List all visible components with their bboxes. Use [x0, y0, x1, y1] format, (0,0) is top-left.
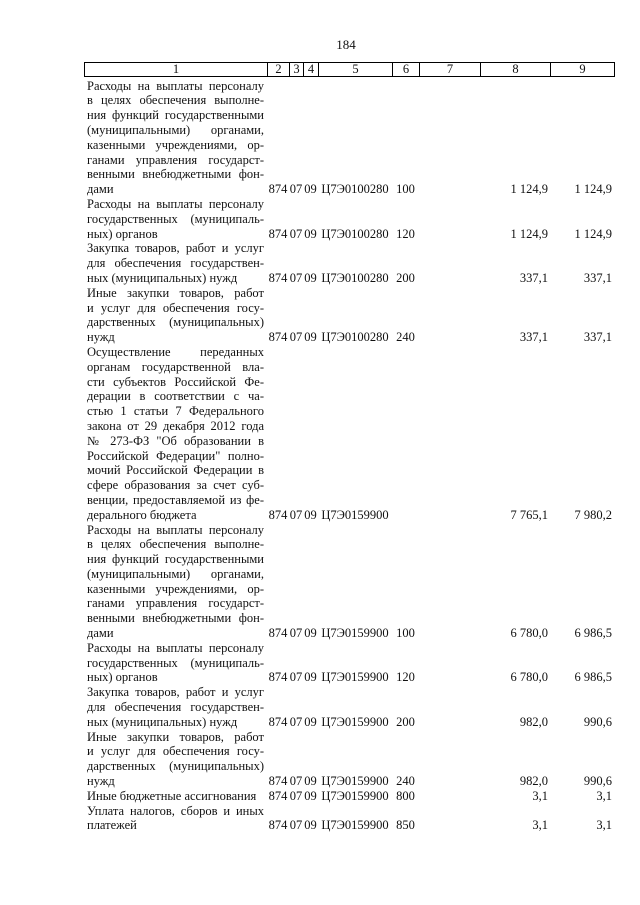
table-row-line	[84, 389, 614, 404]
section-code: 07	[289, 818, 303, 833]
amount-column-8: 337,1	[519, 330, 548, 345]
table-row-line	[84, 434, 614, 449]
target-article-code: Ц7Э0159900	[321, 626, 389, 641]
table-row-line	[84, 360, 614, 375]
target-article-code: Ц7Э0159900	[321, 507, 389, 522]
column-header-8: 8	[481, 63, 551, 76]
section-code: 07	[289, 226, 303, 241]
row-description-line: Расходы на выплаты персоналу	[87, 640, 264, 655]
row-description-line: в целях обеспечения выполне-	[87, 537, 264, 552]
section-code: 07	[289, 507, 303, 522]
expense-type-code: 120	[396, 226, 415, 241]
table-row-line	[84, 818, 614, 833]
subsection-code: 09	[304, 670, 317, 685]
row-description-line: Уплата налогов, сборов и иных	[87, 803, 264, 818]
table-row-line	[84, 123, 614, 138]
table-row	[84, 197, 614, 241]
expense-type-code: 850	[396, 818, 415, 833]
section-code: 07	[289, 788, 303, 803]
table-row-line	[84, 567, 614, 582]
column-7-cell	[419, 182, 480, 197]
section-code: 07	[289, 270, 303, 285]
expense-type-code	[392, 508, 419, 523]
table-row-line	[84, 79, 614, 94]
row-description-line: нужд	[87, 774, 115, 789]
row-description-line: сти субъектов Российской Фе-	[87, 374, 264, 389]
row-description-line: ных) органов	[87, 670, 158, 685]
table-row-line	[84, 641, 614, 656]
table-row-line	[84, 626, 614, 641]
ministry-code: 874	[268, 714, 288, 729]
section-code: 07	[289, 774, 303, 789]
column-7-cell	[419, 774, 480, 789]
target-article-code: Ц7Э0100280	[321, 270, 389, 285]
table-row-line	[84, 759, 614, 774]
subsection-code: 09	[304, 626, 317, 641]
ministry-code: 874	[268, 818, 288, 833]
amount-column-9: 6 986,5	[574, 626, 612, 641]
table-row-line	[84, 744, 614, 759]
expense-type-code: 240	[396, 330, 415, 345]
column-header-5: 5	[319, 63, 393, 76]
subsection-code: 09	[304, 226, 317, 241]
table-header	[84, 62, 615, 77]
row-description-line: казенными учреждениями, ор-	[87, 581, 264, 596]
column-header-6: 6	[393, 63, 420, 76]
row-description-line: казенными учреждениями, ор-	[87, 137, 264, 152]
table-row-line	[84, 345, 614, 360]
section-code: 07	[289, 714, 303, 729]
column-7-cell	[419, 330, 480, 345]
table-row-line	[84, 774, 614, 789]
table-row	[84, 523, 614, 641]
row-description-line: в целях обеспечения выполне-	[87, 93, 264, 108]
table-row-line	[84, 730, 614, 745]
ministry-code: 874	[268, 788, 288, 803]
amount-column-8: 6 780,0	[510, 670, 548, 685]
table-row-line	[84, 596, 614, 611]
table-row-line	[84, 241, 614, 256]
target-article-code: Ц7Э0159900	[321, 714, 389, 729]
table-row-line	[84, 656, 614, 671]
row-description-line: Осуществление переданных	[87, 344, 264, 359]
ministry-code: 874	[268, 626, 288, 641]
subsection-code: 09	[304, 182, 317, 197]
row-description-line: дерального бюджета	[87, 507, 197, 522]
ministry-code: 874	[268, 330, 288, 345]
table-row	[84, 345, 614, 523]
ministry-code: 874	[268, 182, 288, 197]
target-article-code: Ц7Э0159900	[321, 670, 389, 685]
row-description-line: ных (муниципальных) нужд	[87, 270, 238, 285]
table-row-line	[84, 315, 614, 330]
table-row	[84, 804, 614, 834]
table-row-line	[84, 478, 614, 493]
amount-column-8: 6 780,0	[510, 626, 548, 641]
column-header-2: 2	[268, 63, 290, 76]
table-row-line	[84, 330, 614, 345]
section-code: 07	[289, 182, 303, 197]
column-7-cell	[419, 626, 480, 641]
table-row-line	[84, 804, 614, 819]
expense-type-code: 120	[396, 670, 415, 685]
table-row-line	[84, 508, 614, 523]
amount-column-9: 337,1	[583, 270, 612, 285]
expense-type-code: 100	[396, 626, 415, 641]
subsection-code: 09	[304, 788, 317, 803]
row-description-line: платежей	[87, 818, 137, 833]
subsection-code: 09	[304, 330, 317, 345]
amount-column-9: 1 124,9	[574, 226, 612, 241]
section-code: 07	[289, 330, 303, 345]
row-description-line: (муниципальными) органами,	[87, 566, 264, 581]
amount-column-8: 7 765,1	[510, 507, 548, 522]
target-article-code: Ц7Э0100280	[321, 226, 389, 241]
row-description-line: венными внебюджетными фон-	[87, 611, 264, 626]
row-description-line: органам государственной вла-	[87, 359, 264, 374]
table-row-line	[84, 670, 614, 685]
row-description-line: стью 1 статьи 7 Федерального	[87, 404, 264, 419]
table-row-line	[84, 715, 614, 730]
row-description-line: государственных (муниципаль-	[87, 655, 264, 670]
row-description-line: Закупка товаров, работ и услуг	[87, 685, 264, 700]
table-row-line	[84, 375, 614, 390]
table-row-line	[84, 449, 614, 464]
column-header-3: 3	[290, 63, 304, 76]
target-article-code: Ц7Э0159900	[321, 774, 389, 789]
row-description-line: ных (муниципальных) нужд	[87, 714, 238, 729]
amount-column-9: 3,1	[596, 818, 612, 833]
table-row-line	[84, 93, 614, 108]
amount-column-9: 3,1	[596, 788, 612, 803]
table-row	[84, 79, 614, 197]
column-7-cell	[419, 670, 480, 685]
amount-column-9: 7 980,2	[574, 507, 612, 522]
target-article-code: Ц7Э0159900	[321, 818, 389, 833]
amount-column-9: 6 986,5	[574, 670, 612, 685]
row-description-line: (муниципальными) органами,	[87, 122, 264, 137]
amount-column-9: 1 124,9	[574, 182, 612, 197]
ministry-code: 874	[268, 774, 288, 789]
expense-type-code: 800	[396, 788, 415, 803]
table-row-line	[84, 286, 614, 301]
row-description-line: для обеспечения государствен-	[87, 256, 264, 271]
table-row-line	[84, 138, 614, 153]
table-row-line	[84, 537, 614, 552]
row-description-line: дерации в соответствии с ча-	[87, 389, 264, 404]
table-row-line	[84, 108, 614, 123]
column-header-1: 1	[85, 63, 268, 76]
amount-column-9: 337,1	[583, 330, 612, 345]
column-7-cell	[419, 508, 480, 523]
table-row	[84, 789, 614, 804]
amount-column-8: 1 124,9	[510, 182, 548, 197]
column-header-9: 9	[551, 63, 615, 76]
table-row-line	[84, 493, 614, 508]
row-description-line: ганами управления государст-	[87, 596, 264, 611]
target-article-code: Ц7Э0100280	[321, 330, 389, 345]
table-row-line	[84, 789, 614, 804]
amount-column-8: 1 124,9	[510, 226, 548, 241]
column-header-4: 4	[304, 63, 319, 76]
row-description-line: ганами управления государст-	[87, 152, 264, 167]
subsection-code: 09	[304, 714, 317, 729]
table-row-line	[84, 271, 614, 286]
section-code: 07	[289, 626, 303, 641]
table-row-line	[84, 700, 614, 715]
row-description-line: Расходы на выплаты персоналу	[87, 522, 264, 537]
table-row-line	[84, 419, 614, 434]
table-row-line	[84, 463, 614, 478]
amount-column-8: 3,1	[532, 818, 548, 833]
row-description-line: нужд	[87, 330, 115, 345]
column-7-cell	[419, 715, 480, 730]
table-body	[84, 79, 614, 834]
column-header-7: 7	[420, 63, 481, 76]
column-7-cell	[419, 818, 480, 833]
table-row-line	[84, 197, 614, 212]
expense-type-code: 200	[396, 714, 415, 729]
table-row	[84, 730, 614, 789]
row-description-line: Расходы на выплаты персоналу	[87, 78, 264, 93]
row-description-line: ных) органов	[87, 226, 158, 241]
row-description-line: Иные закупки товаров, работ	[87, 729, 264, 744]
row-description-line: Российской Федерации" полно-	[87, 448, 264, 463]
page-number: 184	[336, 37, 356, 52]
amount-column-8: 337,1	[519, 270, 548, 285]
table-row-line	[84, 153, 614, 168]
table-row-line	[84, 212, 614, 227]
row-description-line: и услуг для обеспечения госу-	[87, 744, 264, 759]
row-description-line: мочий Российской Федерации в	[87, 463, 264, 478]
ministry-code: 874	[268, 226, 288, 241]
column-7-cell	[419, 227, 480, 242]
column-7-cell	[419, 789, 480, 804]
table-row	[84, 241, 614, 285]
ministry-code: 874	[268, 270, 288, 285]
subsection-code: 09	[304, 818, 317, 833]
row-description-line: дарственных (муниципальных)	[87, 315, 264, 330]
target-article-code: Ц7Э0100280	[321, 182, 389, 197]
row-description-line: ния функций государственными	[87, 108, 264, 123]
table-row	[84, 286, 614, 345]
column-7-cell	[419, 271, 480, 286]
expense-type-code: 100	[396, 182, 415, 197]
subsection-code: 09	[304, 774, 317, 789]
table-row-line	[84, 182, 614, 197]
row-description-line: дами	[87, 626, 114, 641]
expense-type-code: 240	[396, 774, 415, 789]
amount-column-8: 982,0	[519, 774, 548, 789]
table-row	[84, 641, 614, 685]
row-description-line: венными внебюджетными фон-	[87, 167, 264, 182]
target-article-code: Ц7Э0159900	[321, 788, 389, 803]
row-description-line: № 273-ФЗ "Об образовании в	[87, 433, 264, 448]
row-description-line: венции, предоставляемой из фе-	[87, 492, 264, 507]
expense-type-code: 200	[396, 270, 415, 285]
ministry-code: 874	[268, 507, 288, 522]
row-description-line: Расходы на выплаты персоналу	[87, 196, 264, 211]
row-description-line: ния функций государственными	[87, 552, 264, 567]
table-row	[84, 685, 614, 729]
row-description-line: сфере образования за счет суб-	[87, 478, 264, 493]
table-row-line	[84, 167, 614, 182]
subsection-code: 09	[304, 270, 317, 285]
row-description-line: государственных (муниципаль-	[87, 211, 264, 226]
row-description-line: Иные бюджетные ассигнования	[87, 788, 257, 803]
amount-column-8: 3,1	[532, 788, 548, 803]
row-description-line: дарственных (муниципальных)	[87, 759, 264, 774]
table-row-line	[84, 611, 614, 626]
row-description-line: дами	[87, 182, 114, 197]
table-row-line	[84, 301, 614, 316]
table-row-line	[84, 404, 614, 419]
table-row-line	[84, 523, 614, 538]
table-row-line	[84, 227, 614, 242]
amount-column-9: 990,6	[583, 714, 612, 729]
row-description-line: Иные закупки товаров, работ	[87, 285, 264, 300]
row-description-line: Закупка товаров, работ и услуг	[87, 241, 264, 256]
table-row-line	[84, 685, 614, 700]
table-row-line	[84, 582, 614, 597]
row-description-line: закона от 29 декабря 2012 года	[87, 418, 264, 433]
table-row-line	[84, 552, 614, 567]
ministry-code: 874	[268, 670, 288, 685]
amount-column-8: 982,0	[519, 714, 548, 729]
subsection-code: 09	[304, 507, 317, 522]
table-row-line	[84, 256, 614, 271]
row-description-line: для обеспечения государствен-	[87, 700, 264, 715]
amount-column-9: 990,6	[583, 774, 612, 789]
section-code: 07	[289, 670, 303, 685]
row-description-line: и услуг для обеспечения госу-	[87, 300, 264, 315]
